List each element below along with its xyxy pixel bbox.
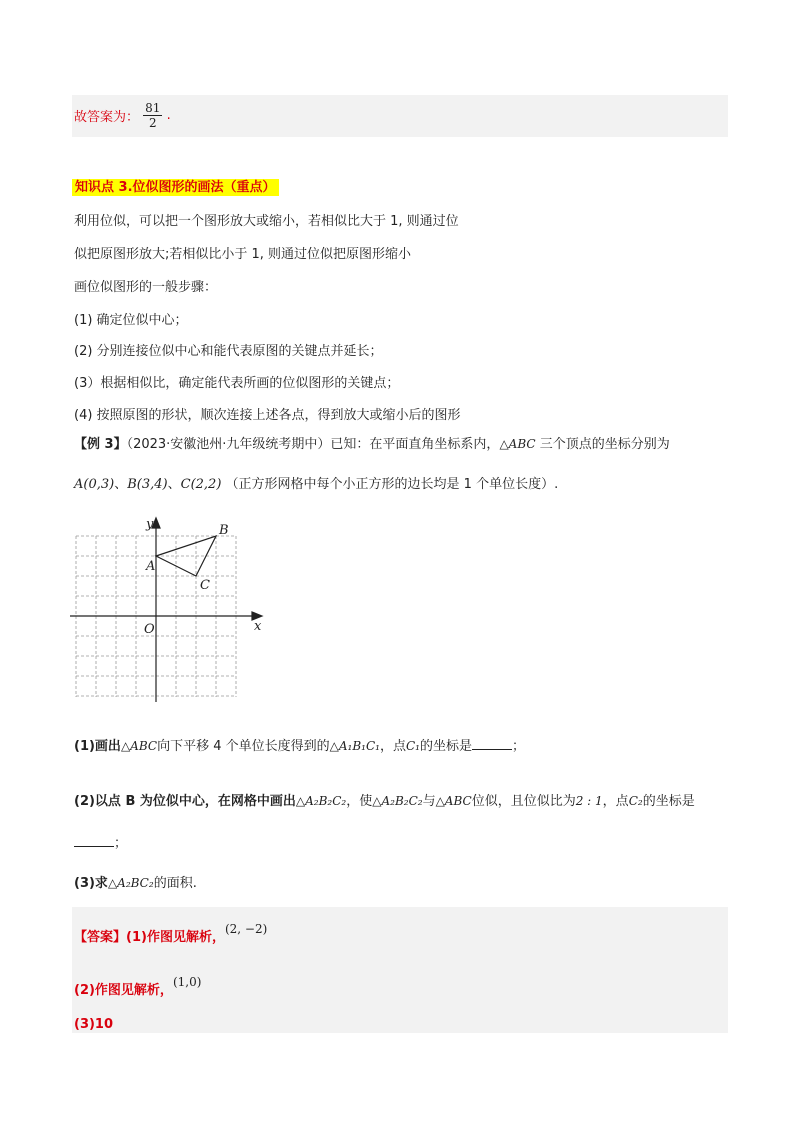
q1-text-2: ，点 [379,739,406,754]
vertex-c-label: C [200,578,210,593]
q1-answer-blank [472,737,512,750]
q1-point-c1: C₁ [405,739,420,753]
q2-label: (2)以点 B 为位似中心，在网格中画出 [74,794,296,809]
q3-text: 的面积. [153,876,197,891]
q3-triangle: △A₂BC₂ [107,876,154,890]
section-heading [72,176,279,195]
question-2-blank-line [74,832,127,851]
q1-end: ； [511,739,525,754]
answer-line-3: (3)10 [74,1017,114,1032]
section-heading-text: 知识点 3.位似图形的画法（重点） [72,179,279,196]
answer-2-text: (2)作图见解析， [74,983,173,998]
triangle-abc: △ABC [499,437,536,451]
answer-line-1 [74,922,267,945]
paragraph: (2) 分别连接位似中心和能代表原图的关键点并延长； [74,344,383,359]
vertex-a-label: A [146,559,156,574]
q1-label: (1)画出 [74,739,121,754]
q2-text-3: 位似，且位似比为 [471,794,576,809]
q2-triangle-2: △A₂B₂C₂ [372,794,423,808]
vertex-b-label: B [219,523,229,538]
question-2 [74,790,695,809]
q2-text-2: 与 [422,794,436,809]
origin-label: O [144,622,155,637]
paragraph: 似把原图形放大;若相似比小于 1, 则通过位似把原图形缩小 [74,247,412,262]
q1-text-3: 的坐标是 [419,739,472,754]
q3-label: (3)求 [74,876,108,891]
q2-text-4: ，点 [602,794,629,809]
final-answer-prefix: 故答案为： [74,110,140,125]
final-answer-fraction [143,101,162,130]
q1-text: 向下平移 4 个单位长度得到的 [157,739,330,754]
separator: 、 [167,477,181,492]
q2-end: ； [114,836,128,851]
point-c: C(2,2) [180,477,222,492]
q2-text-5: 的坐标是 [642,794,695,809]
q2-point-c2: C₂ [628,794,643,808]
example-intro-tail: 三个顶点的坐标分别为 [539,437,670,452]
paragraph: 利用位似，可以把一个图形放大或缩小，若相似比大于 1, 则通过位 [74,214,459,229]
separator: 、 [114,477,128,492]
point-b: B(3,4) [127,477,168,492]
question-3 [74,872,197,891]
axes [70,518,262,702]
answer-tag: 【答案】 [74,930,127,945]
example-intro [74,433,670,452]
answer-1-text: (1)作图见解析， [126,930,225,945]
answer-1-value: (2, −2) [224,922,268,936]
example-note: （正方形网格中每个小正方形的边长均是 1 个单位长度）. [225,477,559,492]
q1-triangle-a1b1c1: △A₁B₁C₁ [329,739,380,753]
fraction-numerator: 81 [145,101,161,115]
coordinate-grid-figure [66,512,276,707]
paragraph: (1) 确定位似中心； [74,313,188,328]
q2-triangle-abc: △ABC [435,794,472,808]
paragraph: (3）根据相似比，确定能代表所画的位似图形的关键点； [74,376,400,391]
y-axis-label: y [146,517,154,532]
answer-line-2 [74,975,201,998]
q2-ratio: 2 : 1 [575,794,603,808]
q1-triangle: △ABC [120,739,158,753]
final-answer-suffix: . [166,108,171,123]
x-axis-label: x [254,619,262,634]
point-a: A(0,3) [74,477,115,492]
q2-text: ，使 [346,794,373,809]
answer-2-value: (1,0) [172,975,202,989]
q2-answer-blank [74,834,114,847]
fraction-denominator: 2 [148,116,157,130]
question-1 [74,735,525,754]
example-points [74,473,558,492]
example-source: （2023·安徽池州·九年级统考期中）已知：在平面直角坐标系内， [126,437,500,452]
paragraph: 画位似图形的一般步骤： [74,280,218,295]
paragraph: (4) 按照原图的形状，顺次连接上述各点，得到放大或缩小后的图形 [74,408,461,423]
q2-triangle: △A₂B₂C₂ [295,794,347,808]
example-tag: 【例 3】 [74,437,127,452]
final-answer-line [74,101,171,130]
